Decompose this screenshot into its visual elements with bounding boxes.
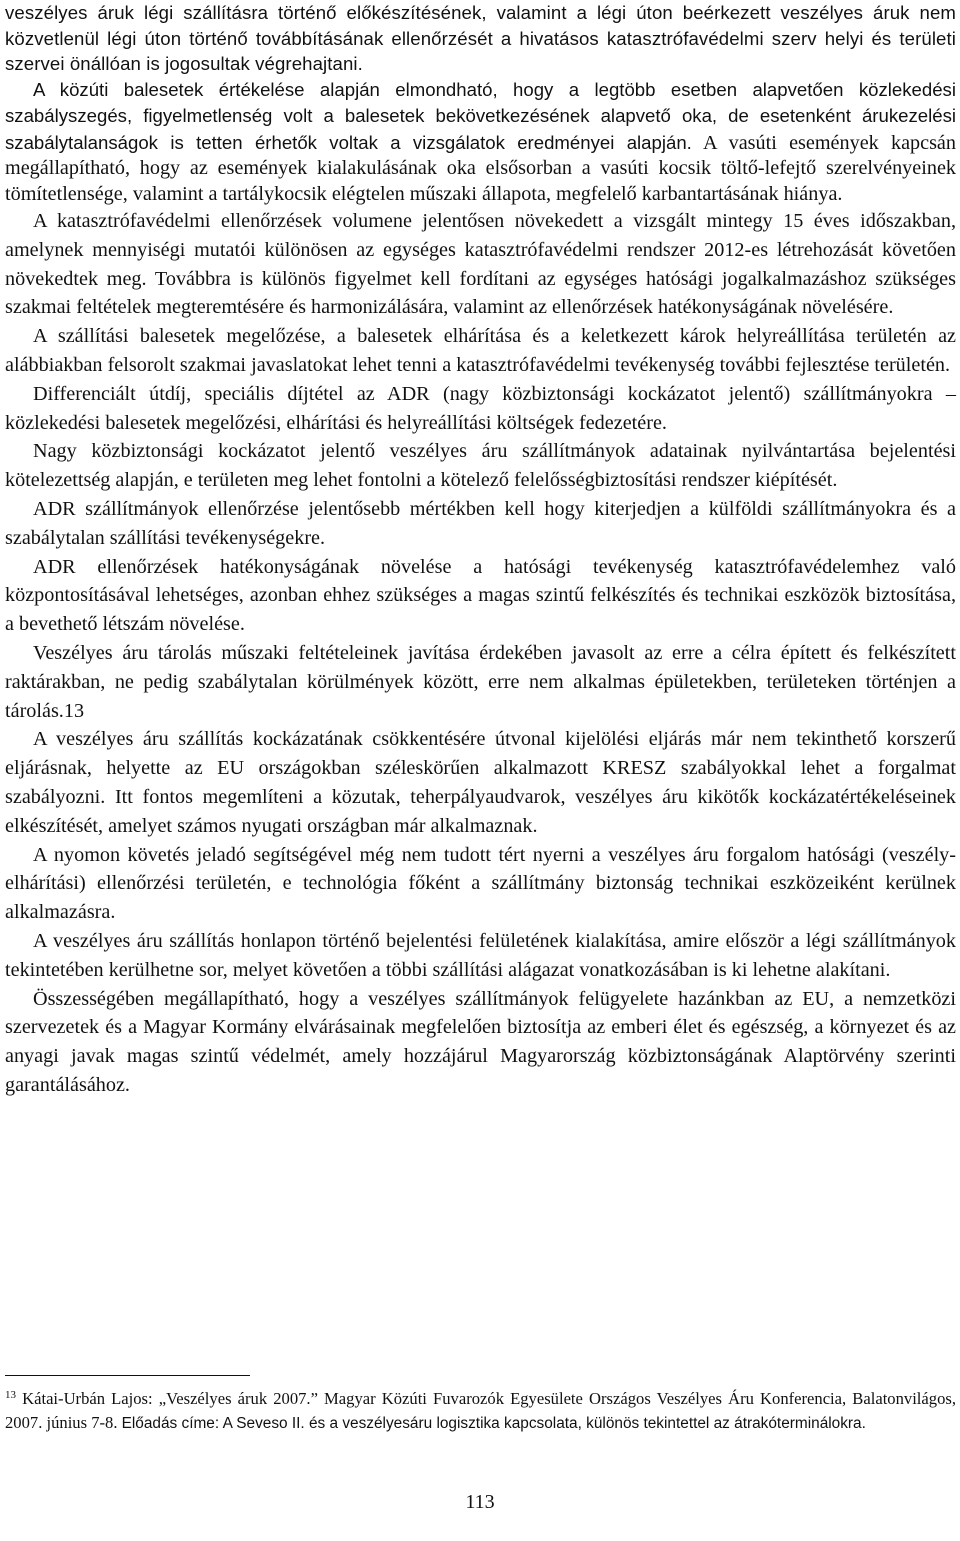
paragraph-conclusion: Összességében megállapítható, hogy a veszélyes szállítmányok felügyelete hazánkban az EU, a nemzetközi szervezetek és a Magyar Kormány elvárásainak megfelelően biztosítja az emberi élet és egészség, a környezet és az anyagi javak magas szintű védelmét, amely hozzájárul Magyarország közbiztonságának Alaptörvény szerinti garantálásához.: [5, 987, 956, 1096]
paragraph-inspections: A katasztrófavédelmi ellenőrzések volumene jelentősen növekedett a vizsgált mintegy 15 éves időszakban, amelynek mennyiségi mutatói különösen az egységes katasztrófavédelmi rendszer 2012-es létrehozását követően növekedtek meg. Továbbra is különös figyelmet kell fordítani az egységes hatósági jogalkalmazáshoz szükséges szakmai feltételek megteremtésére és harmonizálására, valamint az ellenőrzések hatékonyságának növelésére.: [5, 210, 956, 319]
paragraph-tracking: A nyomon követés jeladó segítségével még nem tudott tért nyerni a veszélyes áru forgalom hatósági (veszély-elhárítási) ellenőrzési területén, e technológia főként a szállítmány biztonság technikai eszközeiként kerülnek alkalmazásra.: [5, 843, 956, 924]
paragraph-online-reporting: A veszélyes áru szállítás honlapon történő bejelentési felületének kialakítása, amire először a légi szállítmányok tekintetében kerülhetne sor, melyet követően a többi szállítási alágazat vonatkozásában is ki lehetne alakítani.: [5, 929, 956, 981]
paragraph-continuation: veszélyes áruk légi szállításra történő előkészítésének, valamint a légi úton beérkezett veszélyes áruk nem közvetlenül légi úton történő továbbításának ellenőrzését a hivatásos katasztrófavédelmi szerv helyi és területi szervei önállóan is jogosultak végrehajtani.: [5, 2, 956, 74]
footnote: [5, 1387, 956, 1436]
paragraph-incidents: [5, 77, 956, 208]
paragraph-rail-part: A vasúti események kapcsán megállapítható, hogy az események kialakulásának oka elsősorban a vasúti kocsik töltő-lefejtő szerelvényeinek tömítetlensége, valamint a tartálykocsik elégtelen műszaki állapota, megfelelő karbantartásának hiánya.: [5, 131, 956, 205]
body-text: [5, 0, 956, 1100]
paragraph-registry: Nagy közbiztonsági kockázatot jelentő veszélyes áru szállítmányok adatainak nyilvántartása bejelentési kötelezettség alapján, e területen meg lehet fontolni a kötelező felelősségbiztosítási rendszer kiépítését.: [5, 440, 956, 492]
paragraph-adr-foreign: ADR szállítmányok ellenőrzése jelentősebb mértékben kell hogy kiterjedjen a külföldi szállítmányokra és a szabálytalan szállítási tevékenységekre.: [5, 497, 956, 549]
footnote-divider: [5, 1375, 250, 1376]
paragraph-storage: Veszélyes áru tárolás műszaki feltételeinek javítása érdekében javasolt az erre a célra épített és felkészített raktárakban, ne pedig szabálytalan körülmények között, erre nem alkalmas épületekben, területeken történjen a tárolás.13: [5, 641, 956, 722]
paragraph-road-part: A közúti balesetek értékelése alapján elmondható, hogy a legtöbb esetben alapvetően közlekedési szabályszegés, figyelmetlenség volt a balesetek bekövetkezésének alapvető oka, de esetenként árukezelési szabálytalanságok is tetten érhetők voltak a vizsgálatok eredményei alapján.: [5, 78, 956, 153]
paragraph-prevention: A szállítási balesetek megelőzése, a balesetek elhárítása és a keletkezett károk helyreállítása területén az alábbiakban felsorolt szakmai javaslatokat lehet tenni a katasztrófavédelmi tevékenység további fejlesztése területén.: [5, 325, 956, 376]
footnote-text-serif: Kátai-Urbán Lajos: „Veszélyes áruk 2007.” Magyar Közúti Fuvarozók Egyesülete Országos Veszélyes Áru Konferencia, Balatonvilágos, 2007. június 7-8.: [5, 1389, 956, 1432]
footnote-number: 13: [5, 1389, 16, 1401]
page-number: 113: [465, 1491, 495, 1513]
paragraph-adr-efficiency: ADR ellenőrzések hatékonyságának növelése a hatósági tevékenység katasztrófavédelemhez való központosításával lehetséges, azonban ehhez szükséges a magas szintű felkészítés és technikai eszközök biztosítása, a bevethető létszám növelése.: [5, 555, 956, 636]
footnote-text-sans: Előadás címe: A Seveso II. és a veszélyesáru logisztika kapcsolata, különös tekintettel az átrakóterminálokra.: [121, 1415, 866, 1432]
paragraph-route: A veszélyes áru szállítás kockázatának csökkentésére útvonal kijelölési eljárás már nem tekinthető korszerű eljárásnak, helyette az EU országokban széleskörűen alkalmazott KRESZ szabályokkal lehet a forgalmat szabályozni. Itt fontos megemlíteni a közutak, teherpályaudvarok, veszélyes áru kikötők kockázatértékeléseinek elkészítését, amelyet számos nyugati országban már alkalmaznak.: [5, 728, 956, 837]
paragraph-toll: Differenciált útdíj, speciális díjtétel az ADR (nagy közbiztonsági kockázatot jelentő) szállítmányokra – közlekedési balesetek megelőzési, elhárítási és helyreállítási költségek fedezetére.: [5, 382, 956, 434]
